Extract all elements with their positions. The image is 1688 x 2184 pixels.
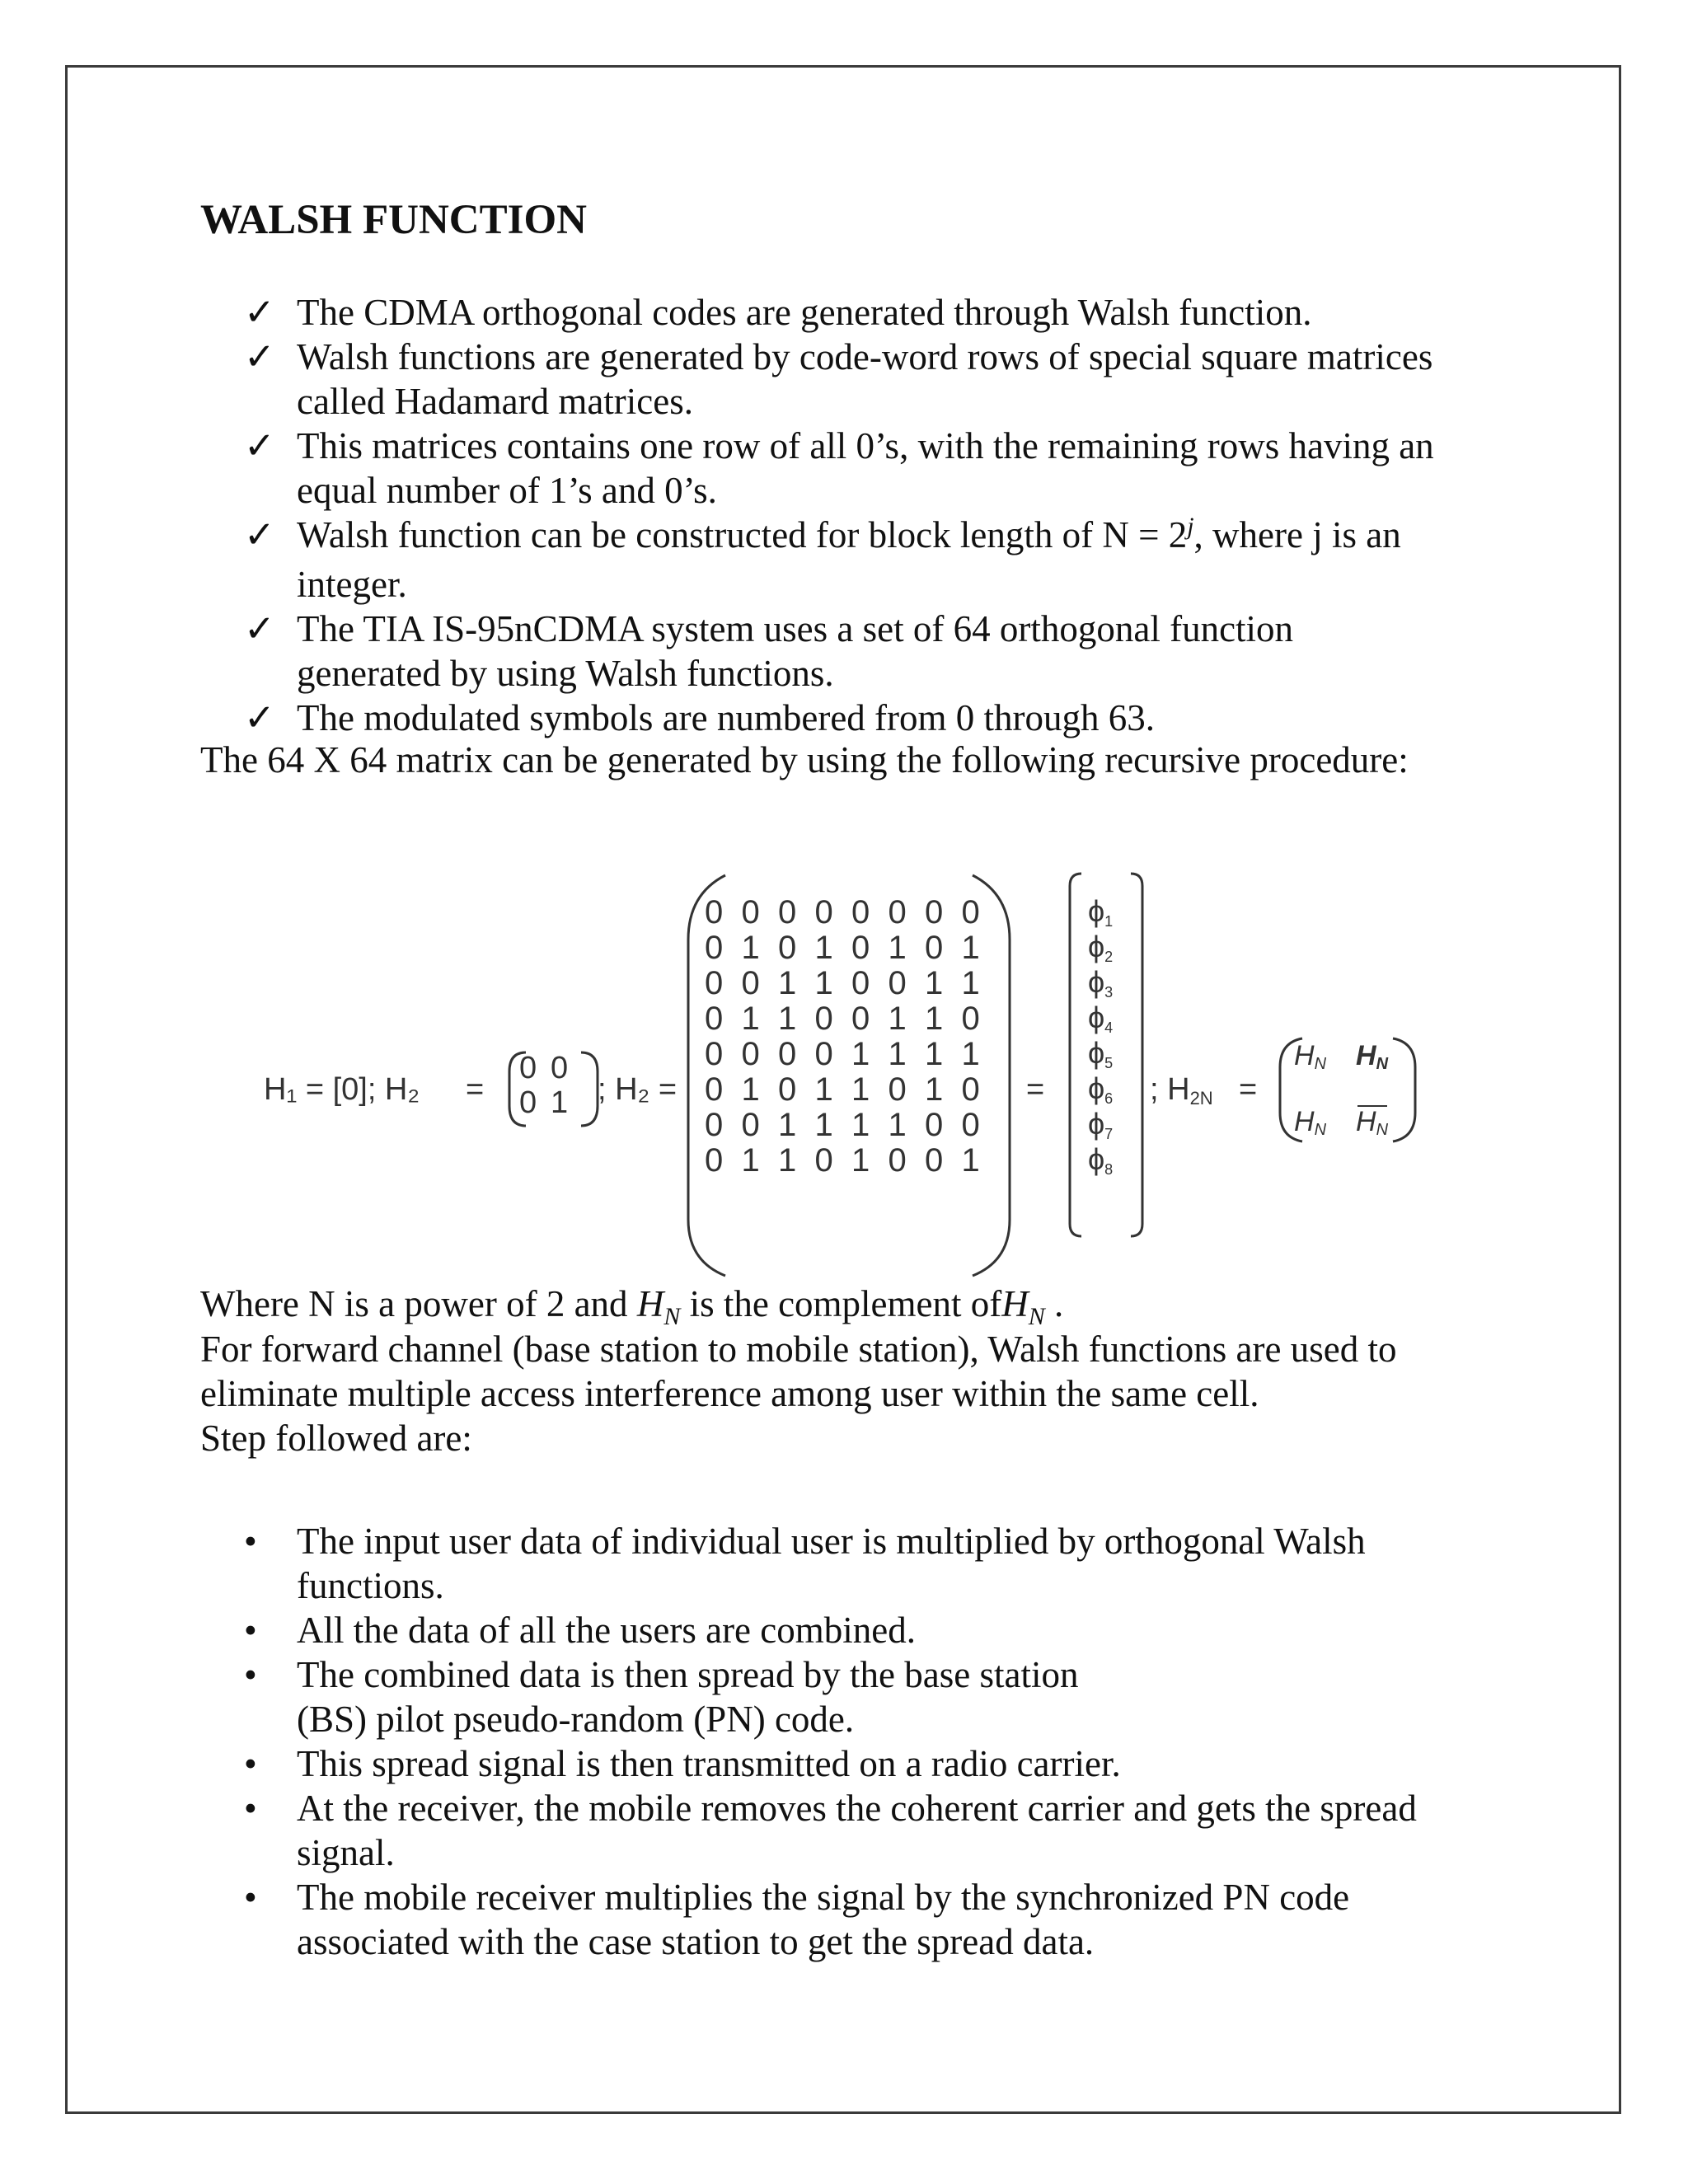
checkmark-icon: ✓ [244, 425, 275, 466]
list-item: • The mobile receiver multiplies the signal by the synchronized PN code associated with the case station to get the spread data. [244, 1877, 1350, 1962]
list-item: ✓ This matrices contains one row of all 0’s, with the remaining rows having an equal number of 1’s and 0’s. [244, 425, 1434, 511]
h8-matrix-cell: 1 [925, 1071, 944, 1108]
h8-matrix-cell: 0 [961, 1107, 980, 1143]
phi-element: ϕ6 [1088, 1071, 1114, 1107]
list-item: • At the receiver, the mobile removes the coherent carrier and gets the spread signal. [244, 1788, 1417, 1873]
h2n-label: ; H2N [1150, 1072, 1213, 1108]
phi-element: ϕ1 [1088, 894, 1114, 930]
h8-matrix-cell: 1 [888, 930, 907, 966]
list-item: ✓ Walsh functions are generated by code-word rows of special square matrices called Hadamard matrices. [244, 336, 1433, 422]
h8-matrix-cell: 1 [741, 1001, 760, 1037]
hn-element: HN [1294, 1040, 1327, 1073]
h8-matrix-cell: 1 [888, 1107, 907, 1143]
hn-right-bracket [1393, 1038, 1415, 1141]
h8-matrix-cell: 1 [778, 1142, 797, 1179]
h8-matrix-cell: 0 [705, 965, 724, 1001]
hn-complement-element: HN [1356, 1106, 1389, 1139]
phi-element: ϕ3 [1088, 965, 1114, 1001]
h8-matrix-cell: 1 [741, 930, 760, 966]
h8-matrix-cell: 0 [888, 1071, 907, 1108]
list-item: • All the data of all the users are combined. [244, 1610, 916, 1651]
h8-matrix-cell: 0 [851, 930, 870, 966]
phi-element: ϕ2 [1088, 930, 1114, 965]
list-item: • This spread signal is then transmitted on a radio carrier. [244, 1743, 1121, 1784]
h8-matrix-cell: 0 [741, 894, 760, 930]
h2-matrix-cell: 0 [551, 1051, 569, 1085]
h8-matrix-cell: 1 [778, 965, 797, 1001]
h8-matrix-cell: 1 [741, 1071, 760, 1108]
h8-matrix-cell: 0 [961, 1071, 980, 1108]
h8-matrix-cell: 1 [851, 1036, 870, 1072]
checkmark-icon: ✓ [244, 336, 275, 377]
h8-matrix-cell: 0 [925, 1107, 944, 1143]
h8-matrix-cell: 0 [925, 1142, 944, 1179]
h8-matrix-cell: 1 [961, 1036, 980, 1072]
h8-matrix-cell: 0 [888, 965, 907, 1001]
h8-matrix-cell: 0 [741, 965, 760, 1001]
phi-right-bracket [1131, 874, 1142, 1236]
h8-matrix-cell: 1 [925, 965, 944, 1001]
list-item: ✓ The CDMA orthogonal codes are generated through Walsh function. [244, 292, 1312, 333]
h8-matrix-cell: 0 [705, 1001, 724, 1037]
h8-matrix-cell: 0 [741, 1036, 760, 1072]
h8-matrix-cell: 0 [705, 930, 724, 966]
bullet-icon: • [244, 1654, 257, 1695]
h8-matrix-cell: 1 [851, 1071, 870, 1108]
h8-matrix-cell: 0 [925, 894, 944, 930]
h8-matrix-cell: 0 [888, 894, 907, 930]
h8-matrix-cell: 0 [925, 930, 944, 966]
hn-element: HN [1356, 1040, 1389, 1073]
h8-matrix-cell: 0 [778, 930, 797, 966]
h2-matrix-cell: 0 [519, 1051, 537, 1085]
phi-element: ϕ4 [1088, 1001, 1114, 1036]
list-item: • The combined data is then spread by the base station (BS) pilot pseudo-random (PN) code. [244, 1654, 1079, 1740]
h2-matrix-cell: 1 [551, 1085, 569, 1120]
bullet-icon: • [244, 1610, 257, 1651]
phi-left-bracket [1070, 874, 1081, 1236]
checkmark-icon: ✓ [244, 514, 275, 555]
h8-matrix-cell: 0 [705, 1107, 724, 1143]
h8-matrix-cell: 1 [814, 965, 833, 1001]
h8-matrix-cell: 1 [741, 1142, 760, 1179]
h8-matrix-cell: 0 [705, 1036, 724, 1072]
h8-matrix-cell: 0 [778, 1071, 797, 1108]
h8-matrix-cell: 0 [851, 1001, 870, 1037]
h8-matrix-cell: 0 [814, 1036, 833, 1072]
equals-sign: = [466, 1072, 485, 1107]
h8-matrix-cell: 0 [888, 1142, 907, 1179]
h8-matrix-cell: 0 [851, 965, 870, 1001]
h8-matrix-cell: 0 [814, 894, 833, 930]
h8-matrix-cell: 1 [961, 930, 980, 966]
paragraph-line: eliminate multiple access interference among user within the same cell. [200, 1373, 1259, 1414]
phi-element: ϕ8 [1088, 1142, 1114, 1178]
equals-sign: = [1239, 1072, 1258, 1107]
checkmark-icon: ✓ [244, 292, 275, 333]
h8-matrix-cell: 0 [814, 1142, 833, 1179]
h8-matrix-cell: 0 [705, 1071, 724, 1108]
checkmark-icon: ✓ [244, 608, 275, 649]
bullet-icon: • [244, 1521, 257, 1562]
h8-matrix-cell: 0 [814, 1001, 833, 1037]
h2-matrix-cell: 0 [519, 1085, 537, 1120]
h8-matrix-cell: 1 [961, 1142, 980, 1179]
list-item: • The input user data of individual user is multiplied by orthogonal Walsh functions. [244, 1521, 1366, 1606]
h8-matrix-cell: 1 [814, 1107, 833, 1143]
h8-matrix-cell: 0 [778, 894, 797, 930]
h8-matrix-cell: 0 [778, 1036, 797, 1072]
where-line: Where N is a power of 2 and $H_N$ is the complement ofH$_N$ . [200, 1283, 1064, 1330]
h8-matrix-cell: 1 [814, 1071, 833, 1108]
list-item: ✓ Walsh function can be constructed for block length of $N = 2^j$, where j is an integer. [244, 513, 1401, 605]
h8-matrix-cell: 1 [888, 1036, 907, 1072]
bullet-icon: • [244, 1743, 257, 1784]
h8-matrix-cell: 1 [851, 1142, 870, 1179]
paragraph-line: For forward channel (base station to mobile station), Walsh functions are used to [200, 1329, 1397, 1370]
page-title: WALSH FUNCTION [200, 197, 587, 243]
h8-matrix-cell: 1 [925, 1036, 944, 1072]
h8-matrix-cell: 1 [888, 1001, 907, 1037]
bullet-icon: • [244, 1788, 257, 1829]
checkmark-icon: ✓ [244, 697, 275, 738]
h1-label: H₁ = [0]; H₂ [264, 1072, 420, 1107]
h8-matrix-cell: 0 [851, 894, 870, 930]
list-item: ✓ The TIA IS-95nCDMA system uses a set of 64 orthogonal function generated by using Walsh functions. [244, 608, 1294, 694]
phi-element: ϕ5 [1088, 1036, 1114, 1071]
h8-matrix-cell: 1 [925, 1001, 944, 1037]
h2-label: ; H₂ = [598, 1072, 678, 1107]
h8-matrix-cell: 0 [705, 894, 724, 930]
h8-matrix-cell: 1 [778, 1001, 797, 1037]
bullet-list [200, 1519, 1503, 1964]
h8-matrix-cell: 0 [961, 1001, 980, 1037]
intro-line: The 64 X 64 matrix can be generated by using the following recursive procedure: [200, 739, 1409, 780]
list-item: ✓ The modulated symbols are numbered from 0 through 63. [244, 697, 1156, 738]
h2-right-bracket [581, 1052, 598, 1126]
phi-element: ϕ7 [1088, 1107, 1114, 1142]
h8-matrix-cell: 1 [778, 1107, 797, 1143]
hn-element: HN [1294, 1106, 1327, 1139]
h8-matrix-cell: 0 [961, 894, 980, 930]
h8-matrix-cell: 1 [961, 965, 980, 1001]
equals-sign: = [1026, 1072, 1045, 1107]
h8-matrix-cell: 0 [705, 1142, 724, 1179]
bullet-icon: • [244, 1877, 257, 1918]
h8-matrix-cell: 0 [741, 1107, 760, 1143]
h8-matrix-cell: 1 [814, 930, 833, 966]
paragraph-line: Step followed are: [200, 1418, 472, 1459]
h8-matrix-cell: 1 [851, 1107, 870, 1143]
